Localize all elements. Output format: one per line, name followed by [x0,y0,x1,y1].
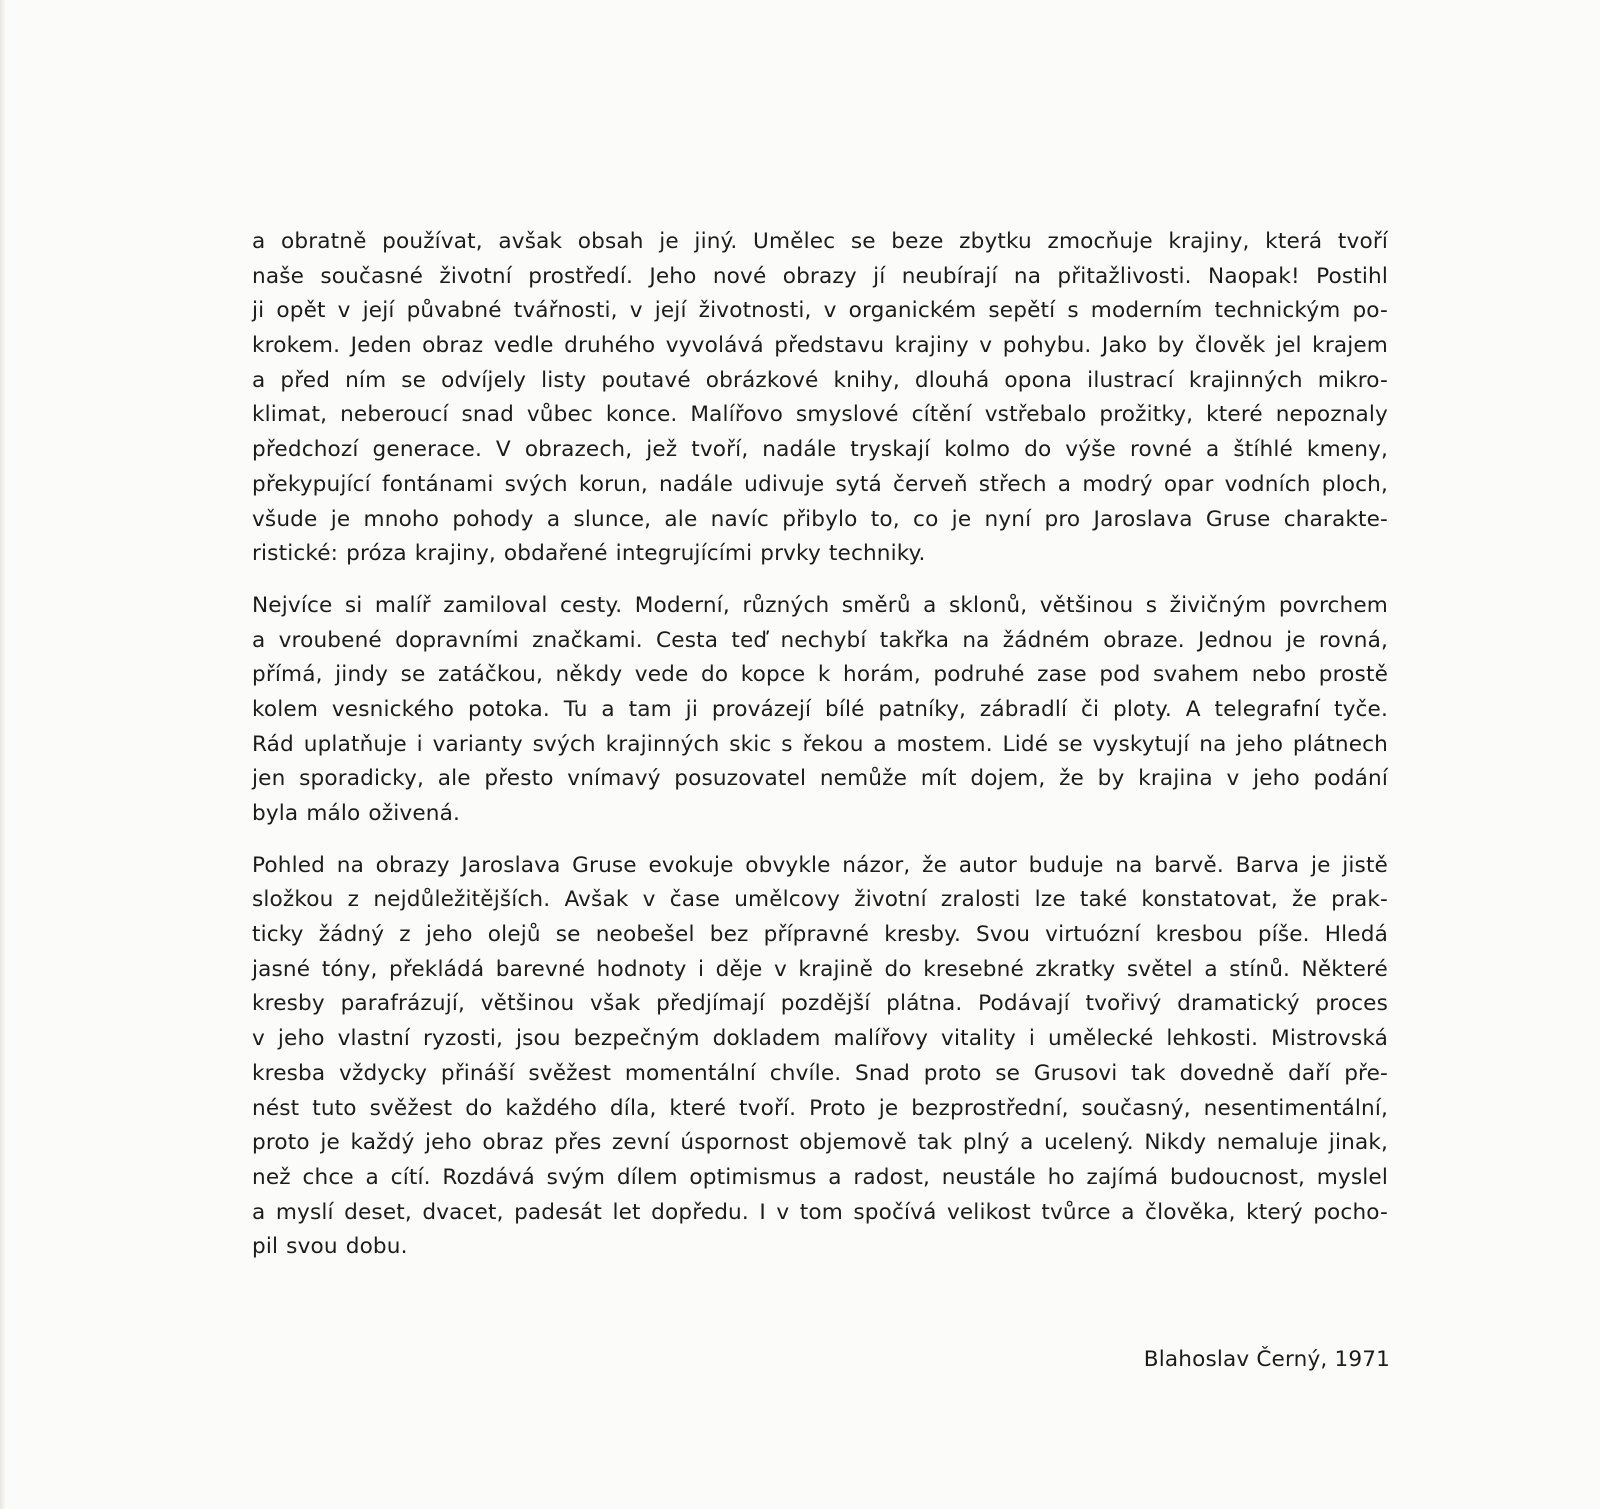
text-line: klimat, neberoucí snad vůbec konce. Malířovo smyslové cítění vstřebalo prožitky, které nepoznaly [252,402,1388,428]
text-line: naše současné životní prostředí. Jeho nové obrazy jí neubírají na přitažlivosti. Naopak! Postihl [252,263,1388,289]
text-line: pil svou dobu. [252,1234,408,1260]
text-line: kresby parafrázují, většinou však předjímají pozdější plátna. Podávají tvořivý dramatický proces [252,991,1388,1017]
text-line: Nejvíce si malíř zamiloval cesty. Moderní, různých směrů a sklonů, většinou s živičným povrchem [252,592,1388,618]
text-line: složkou z nejdůležitějších. Avšak v čase umělcovy životní zralosti lze také konstatovat, že prak- [252,887,1388,913]
text-line: překypující fontánami svých korun, nadále udivuje sytá červeň střech a modrý opar vodních ploch, [252,471,1388,497]
text-line: přímá, jindy se zatáčkou, někdy vede do kopce k horám, podruhé zase pod svahem nebo prostě [252,662,1388,688]
text-line: nést tuto svěžest do každého díla, které tvoří. Proto je bezprostřední, současný, nesentimentální, [252,1095,1388,1121]
text-line: kolem vesnického potoka. Tu a tam ji provázejí bílé patníky, zábradlí či ploty. A telegrafní tyče. [252,696,1388,722]
paragraph-3 [252,849,1388,1265]
text-line: předchozí generace. V obrazech, jež tvoří, nadále tryskají kolmo do výše rovné a štíhlé kmeny, [252,437,1388,463]
page-spine-shadow [0,0,6,1509]
text-line: ristické: próza krajiny, obdařené integrujícími prvky techniky. [252,541,926,567]
text-line: byla málo oživená. [252,801,461,826]
text-line: a obratně používat, avšak obsah je jiný. Umělec se beze zbytku zmocňuje krajiny, která tvoří [252,229,1388,254]
text-line: v jeho vlastní ryzosti, jsou bezpečným dokladem malířovy vitality i umělecké lehkosti. Mistrovská [252,1026,1388,1052]
text-line: kresba vždycky přináší svěžest momentální chvíle. Snad proto se Grusovi tak dovedně daří pře- [252,1060,1388,1086]
body-text [252,225,1388,1282]
paragraph-1 [252,225,1388,572]
text-line: proto je každý jeho obraz přes zevní úspornost objemově tak plný a ucelený. Nikdy nemaluje jinak, [252,1130,1388,1156]
text-line: ji opět v její půvabné tvářnosti, v její životnosti, v organickém sepětí s moderním technickým po- [252,298,1388,324]
paragraph-2 [252,589,1388,832]
text-line: Rád uplatňuje i varianty svých krajinných skic s řekou a mostem. Lidé se vyskytují na jeho plátnech [252,731,1388,757]
text-line: a vroubené dopravními značkami. Cesta teď nechybí takřka na žádném obraze. Jednou je rovná, [252,627,1388,653]
text-line: jasné tóny, překládá barevné hodnoty i děje v krajině do kresebné zkratky světel a stínů. Některé [252,956,1388,982]
text-line: ticky žádný z jeho olejů se neobešel bez přípravné kresby. Svou virtuózní kresbou píše. Hledá [252,922,1388,948]
text-line: a myslí deset, dvacet, padesát let dopředu. I v tom spočívá velikost tvůrce a člověka, který pocho- [252,1199,1388,1225]
text-line: krokem. Jeden obraz vedle druhého vyvolává představu krajiny v pohybu. Jako by člověk jel krajem [252,333,1388,359]
text-line: jen sporadicky, ale přesto vnímavý posuzovatel nemůže mít dojem, že by krajina v jeho podání [252,766,1388,792]
text-line: všude je mnoho pohody a slunce, ale navíc přibylo to, co je nyní pro Jaroslava Gruse charakte- [252,506,1388,532]
text-line: Pohled na obrazy Jaroslava Gruse evokuje obvykle názor, že autor buduje na barvě. Barva je jistě [252,852,1388,878]
text-line: než chce a cítí. Rozdává svým dílem optimismus a radost, neustále ho zajímá budoucnost, myslel [252,1164,1388,1190]
text-line: a před ním se odvíjely listy poutavé obrázkové knihy, dlouhá opona ilustrací krajinných mikro- [252,367,1388,393]
author-signature: Blahoslav Černý, 1971 [1143,1347,1390,1372]
